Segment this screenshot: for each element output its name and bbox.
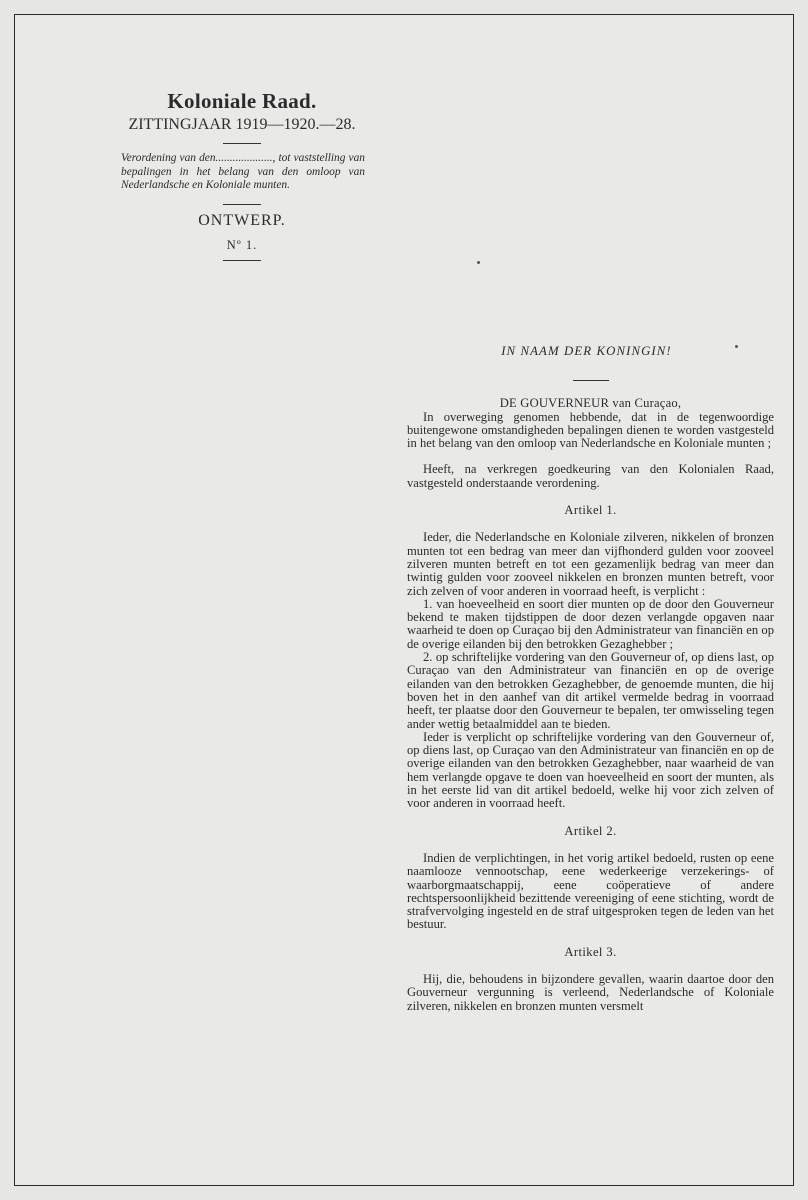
article-2-heading: Artikel 2. [564,823,617,838]
document-page [14,14,794,1186]
divider [223,143,261,144]
article-3-paragraph: Hij, die, behoudens in bijzondere gevallen, waarin daartoe door den Gouverneur vergunning is verleend, Nederlandsche of Koloniale zilveren, nikkelen en bronzen munten versmelt [407,971,774,1013]
session-year: ZITTINGJAAR 1919—1920.—28. [128,116,356,133]
header-block [111,89,373,261]
considering-paragraph: In overweging genomen hebbende, dat in de tegenwoordige buitengewone omstandigheden bepalingen dienen te worden vastgesteld in het belang van den omloop van Nederlandsche en Koloniale munten ; [407,409,774,451]
article-1-heading: Artikel 1. [564,503,617,518]
governor-line: DE GOUVERNEUR van Curaçao, [499,396,682,411]
divider [223,204,261,205]
article-2-paragraph: Indien de verplichtingen, in het vorig artikel bedoeld, rusten op eene naamlooze vennootschap, eene wederkeerige verzekerings- of waarborgmaatschappij, eene coöperatieve of andere rechtspersoonlijkheid bezittende vereeniging of eene stichting, wordt de strafvervolging ingesteld en de straf uitgesproken tegen de leden van het bestuur. [407,850,774,932]
ordinance-body [407,345,774,1013]
article-1-paragraph-2: Ieder is verplicht op schriftelijke vordering van den Gouverneur of, op diens last, op Curaçao van den Administrateur van financiën en op de overige eilanden van den betrokken Gezaghebber, naar waarheid de van hem verlangde opgave te doen van hoeveelheid en soort der munten, als in het eerste lid van dit artikel bedoeld, welke hij voor zich zelven of voor anderen in voorraad heeft. [407,729,774,811]
article-1-clause-2: 2. op schriftelijke vordering van den Gouverneur of, op diens last, op Curaçao van den Administrateur van financiën en op de overige eilanden van den betrokken Gezaghebber, de genoemde munten, die hij boven het in den aanhef van dit artikel vermelde bedrag in voorraad heeft, ter plaatse door den Gouverneur te bepalen, ter omwisseling tegen ander wettig betaalmiddel aan te bieden. [407,650,774,731]
article-1-clause-1: 1. van hoeveelheid en soort dier munten op de door den Gouverneur bekend te maken tijdstippen de door dezen verlangde opgaven naar waarheid te doen op Curaçao bij den Administrateur van financiën en op de overige eilanden bij den betrokken Gezaghebber ; [407,596,774,651]
divider [573,380,609,381]
draft-number: Nº 1. [226,237,258,252]
article-3-heading: Artikel 3. [564,944,617,959]
draft-label: ONTWERP. [198,211,286,229]
enacting-paragraph: Heeft, na verkregen goedkeuring van den Kolonialen Raad, vastgesteld onderstaande verordening. [407,462,774,490]
divider [223,260,261,261]
council-title: Koloniale Raad. [167,89,317,113]
speck-mark [477,261,480,264]
invocation: IN NAAM DER KONINGIN! [501,344,672,358]
ordinance-subject: Verordening van den...................., tot vaststelling van bepalingen in het belang van den omloop van Nederlandsche en Koloniale munten. [121,152,365,192]
article-1-paragraph: Ieder, die Nederlandsche en Koloniale zilveren, nikkelen of bronzen munten tot een bedrag van meer dan vijfhonderd gulden voor zooveel zilveren munten betreft en tot een gezamenlijk bedrag van meer dan twintig gulden voor zooveel nikkelen en bronzen munten betreft, voor zich zelven of voor anderen in voorraad heeft, is verplicht : [407,530,774,598]
